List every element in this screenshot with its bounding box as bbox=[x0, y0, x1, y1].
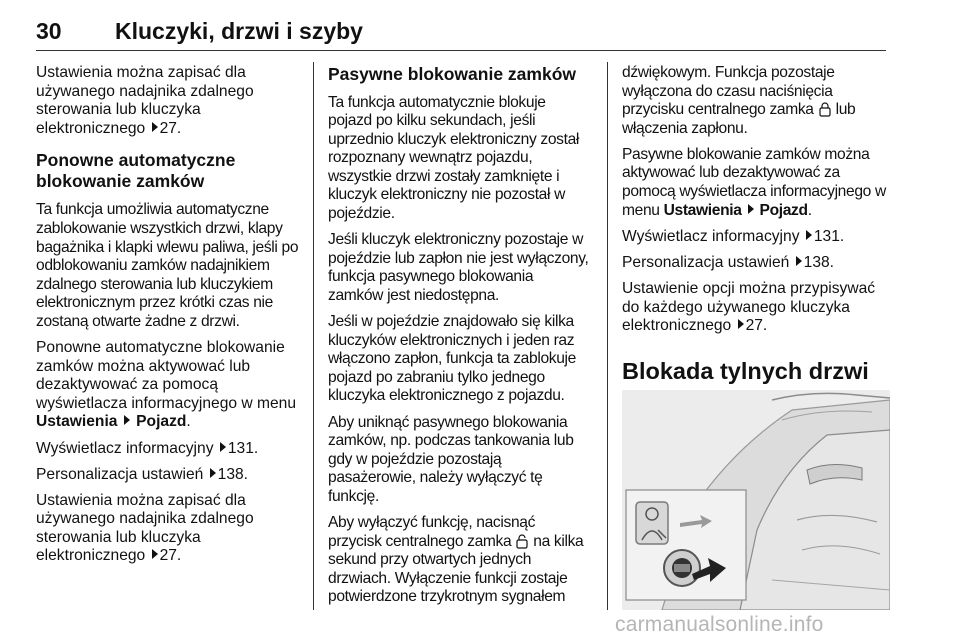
paragraph-text: Wyświetlacz informacyjny bbox=[622, 227, 800, 245]
page-header bbox=[36, 18, 886, 52]
paragraph-text: Ustawienia można zapisać dla używanego nadajnika zdalnego sterowania lub kluczyka elektronicznego bbox=[36, 64, 254, 137]
paragraph-text: na kilka sekund przy otwartych jednych drzwiach. Wyłączenie funkcji zostaje potwierdzone trzykrotnym sygnałem bbox=[328, 532, 584, 606]
menu-arrow-icon bbox=[124, 415, 130, 425]
running-title: Kluczyki, drzwi i szyby bbox=[115, 18, 363, 44]
paragraph: Pasywne blokowanie zamków można aktywować lub dezaktywować za pomocą wyświetlacza informacyjnego w menu Ustawienia Pojazd. bbox=[622, 145, 886, 219]
header-divider bbox=[36, 50, 886, 51]
paragraph-text: lub włączenia zapłonu. bbox=[622, 101, 856, 137]
page-ref-arrow-icon bbox=[796, 256, 802, 266]
paragraph: Jeśli kluczyk elektroniczny pozostaje w pojeździe lub zapłon nie jest wyłączony, funkcja pasywnego blokowania zamków jest niedostępna. bbox=[328, 231, 589, 304]
column-3 bbox=[622, 64, 890, 385]
page-reference[interactable]: 131. bbox=[227, 439, 259, 457]
page-reference[interactable]: 27. bbox=[159, 119, 182, 137]
page-ref-arrow-icon bbox=[220, 442, 226, 452]
paragraph-text: dźwiękowym. Funkcja pozostaje wyłączona do czasu naciśnięcia przycisku centralnego zamka bbox=[622, 64, 835, 119]
paragraph bbox=[328, 514, 592, 607]
page-ref-arrow-icon bbox=[738, 319, 744, 329]
column-1 bbox=[36, 64, 304, 574]
column-divider-2 bbox=[607, 62, 608, 610]
menu-arrow-icon bbox=[748, 204, 754, 214]
paragraph: Ta funkcja umożliwia automatyczne zablokowanie wszystkich drzwi, klapy bagażnika i klapki wlewu paliwa, jeśli po odblokowaniu zamków nadajnikiem zdalnego sterowania lub kluczykiem elektronicznym przez krótki czas nie zostaną otwarte żadne z drzwi. bbox=[36, 201, 299, 330]
column-2 bbox=[328, 64, 592, 614]
unlock-button-icon bbox=[516, 534, 528, 549]
section-heading-child-lock: Blokada tylnych drzwi bbox=[622, 357, 869, 384]
watermark: carmanualsonline.info bbox=[615, 613, 824, 636]
paragraph bbox=[622, 280, 890, 336]
page-ref-arrow-icon bbox=[806, 230, 812, 240]
menu-item-settings: Ustawienia bbox=[36, 413, 118, 431]
subheading-passive-locking: Pasywne blokowanie zamków bbox=[328, 64, 576, 84]
child-lock-illustration bbox=[622, 390, 890, 610]
paragraph bbox=[622, 254, 890, 273]
paragraph-text: Ustawienie opcji można przypisywać do każdego używanego kluczyka elektronicznego bbox=[622, 279, 876, 335]
page-reference[interactable]: 27. bbox=[159, 547, 182, 565]
page-reference[interactable]: 27. bbox=[745, 317, 768, 335]
menu-item-vehicle: Pojazd bbox=[136, 413, 187, 431]
paragraph: Ta funkcja automatycznie blokuje pojazd po kilku sekundach, jeśli uprzednio kluczyk elektroniczny został rozpoznany wewnątrz pojazdu, wszystkie drzwi zostały zamknięte i kluczyk elektroniczny nie pozostał w pojeździe. bbox=[328, 93, 580, 223]
column-divider-1 bbox=[313, 62, 314, 610]
paragraph-text: Wyświetlacz informacyjny bbox=[36, 439, 214, 457]
paragraph bbox=[36, 466, 304, 485]
page-ref-arrow-icon bbox=[152, 549, 158, 559]
paragraph-text: Ustawienia można zapisać dla używanego nadajnika zdalnego sterowania lub kluczyka elektronicznego bbox=[36, 491, 254, 565]
menu-item-vehicle: Pojazd bbox=[759, 201, 808, 219]
page-reference[interactable]: 138. bbox=[803, 253, 834, 271]
paragraph-text: Aby wyłączyć funkcję, nacisnąć przycisk centralnego zamka bbox=[328, 513, 536, 550]
paragraph bbox=[36, 492, 304, 566]
paragraph bbox=[36, 440, 304, 459]
paragraph: Ponowne automatyczne blokowanie zamków można aktywować lub dezaktywować za pomocą wyświetlacza informacyjnego w menu Ustawienia Pojazd. bbox=[36, 339, 296, 431]
subheading-auto-relock: Ponowne automatyczne blokowanie zamków bbox=[36, 150, 236, 191]
paragraph-text: Pasywne blokowanie zamków można aktywować lub dezaktywować za pomocą wyświetlacza informacyjnego w menu bbox=[622, 145, 886, 219]
paragraph bbox=[622, 228, 890, 247]
rear-door-drawing bbox=[622, 390, 890, 610]
page-reference[interactable]: 131. bbox=[813, 227, 845, 245]
page-number: 30 bbox=[36, 18, 62, 44]
page-ref-arrow-icon bbox=[210, 468, 216, 478]
lock-button-icon bbox=[819, 102, 831, 117]
paragraph bbox=[36, 64, 304, 138]
paragraph-text: Personalizacja ustawień bbox=[622, 253, 790, 271]
paragraph bbox=[622, 64, 890, 138]
paragraph: Jeśli w pojeździe znajdowało się kilka kluczyków elektronicznych i jeden raz włączono zapłon, funkcja ta zablokuje pojazd po zabraniu tylko jednego kluczyka elektronicznego z pojazdu. bbox=[328, 313, 576, 405]
paragraph: Aby uniknąć pasywnego blokowania zamków, np. podczas tankowania lub gdy w pojeździe pozostają pasażerowie, należy wyłączyć tę funkcję. bbox=[328, 413, 574, 505]
paragraph-text: Personalizacja ustawień bbox=[36, 465, 204, 483]
menu-item-settings: Ustawienia bbox=[663, 201, 742, 219]
page-reference[interactable]: 138. bbox=[217, 465, 248, 483]
paragraph-text: Ponowne automatyczne blokowanie zamków można aktywować lub dezaktywować za pomocą wyświetlacza informacyjnego w menu bbox=[36, 339, 296, 412]
page-ref-arrow-icon bbox=[152, 122, 158, 132]
